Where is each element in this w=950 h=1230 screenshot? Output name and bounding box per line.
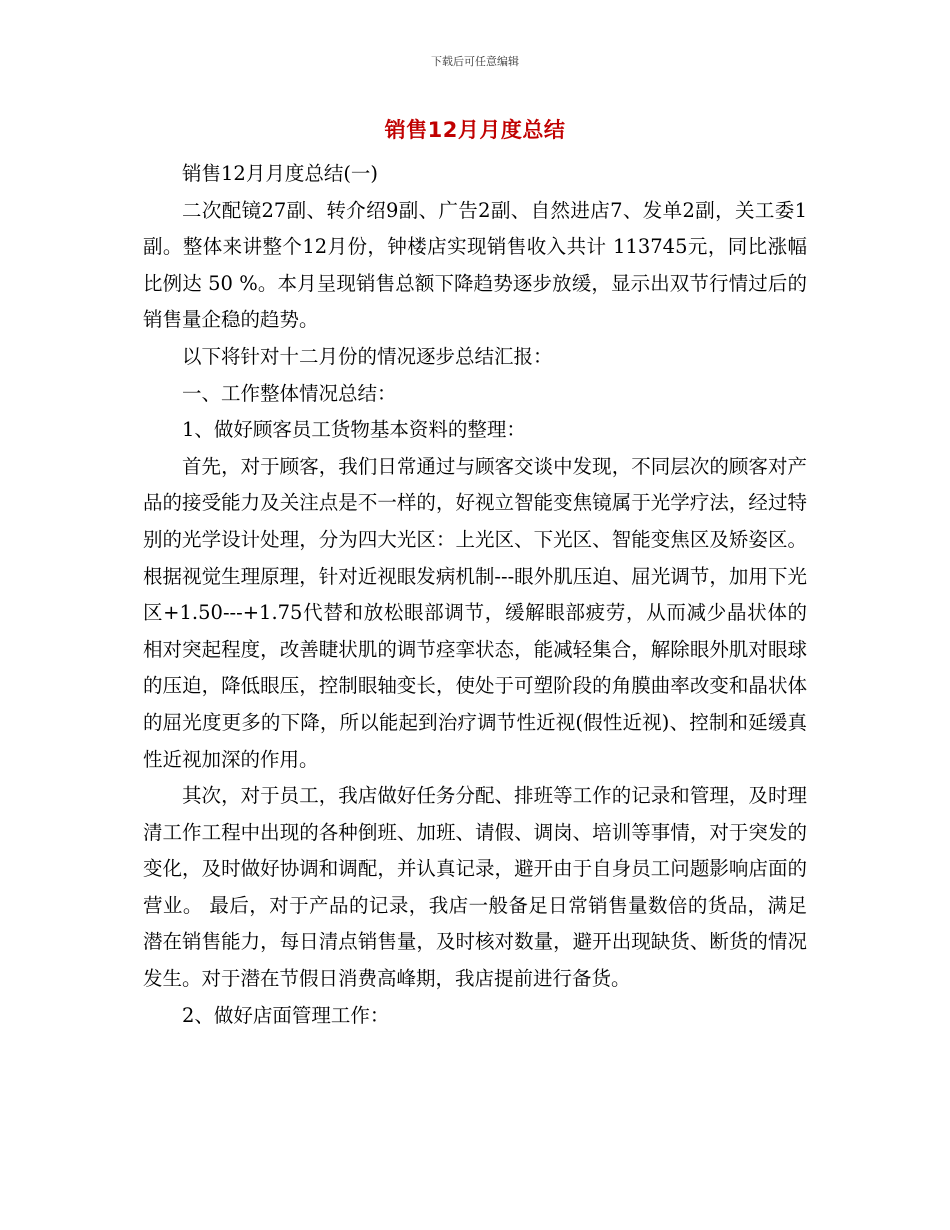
document-body (143, 156, 807, 1034)
paragraph-customers: 首先，对于顾客，我们日常通过与顾客交谈中发现，不同层次的顾客对产品的接受能力及关注点是不一样的，好视立智能变焦镜属于光学疗法，经过特别的光学设计处理，分为四大光区：上光区、下光区、智能变焦区及矫姿区。根据视觉生理原理，针对近视眼发病机制---眼外肌压迫、屈光调节，加用下光区+1.50---+1.75代替和放松眼部调节，缓解眼部疲劳，从而减少晶状体的相对突起程度，改善睫状肌的调节痉挛状态，能减轻集合，解除眼外肌对眼球的压迫，降低眼压，控制眼轴变长，使处于可塑阶段的角膜曲率改变和晶状体的屈光度更多的下降，所以能起到治疗调节性近视(假性近视)、控制和延缓真性近视加深的作用。 (143, 454, 807, 771)
subsection-heading-records: 1、做好顾客员工货物基本资料的整理： (182, 418, 526, 442)
paragraph-sales-summary: 二次配镜27副、转介绍9副、广告2副、自然进店7、发单2副，关工委1副。整体来讲整个12月份，钟楼店实现销售收入共计 113745元，同比涨幅比例达 50 %。本月呈现销售总额下降趋势逐步放缓，显示出双节行情过后的销售量企稳的趋势。 (143, 198, 807, 332)
section-heading-overall: 一、工作整体情况总结： (182, 381, 397, 405)
header-note: 下载后可任意编辑 (431, 55, 519, 68)
paragraph-subtitle: 销售12月月度总结(一) (182, 162, 379, 185)
document-title: 销售12月月度总结 (384, 118, 566, 142)
paragraph-report-intro: 以下将针对十二月份的情况逐步总结汇报： (182, 344, 553, 368)
subsection-heading-store-management: 2、做好店面管理工作： (182, 1003, 390, 1027)
paragraph-staff-products: 其次，对于员工，我店做好任务分配、排班等工作的记录和管理，及时理清工作工程中出现的各种倒班、加班、请假、调岗、培训等事情，对于突发的变化，及时做好协调和调配，并认真记录，避开由于自身员工问题影响店面的营业。 最后，对于产品的记录，我店一般备足日常销售量数倍的货品，满足潜在销售能力，每日清点销售量，及时核对数量，避开出现缺货、断货的情况发生。对于潜在节假日消费高峰期，我店提前进行备货。 (143, 784, 807, 991)
